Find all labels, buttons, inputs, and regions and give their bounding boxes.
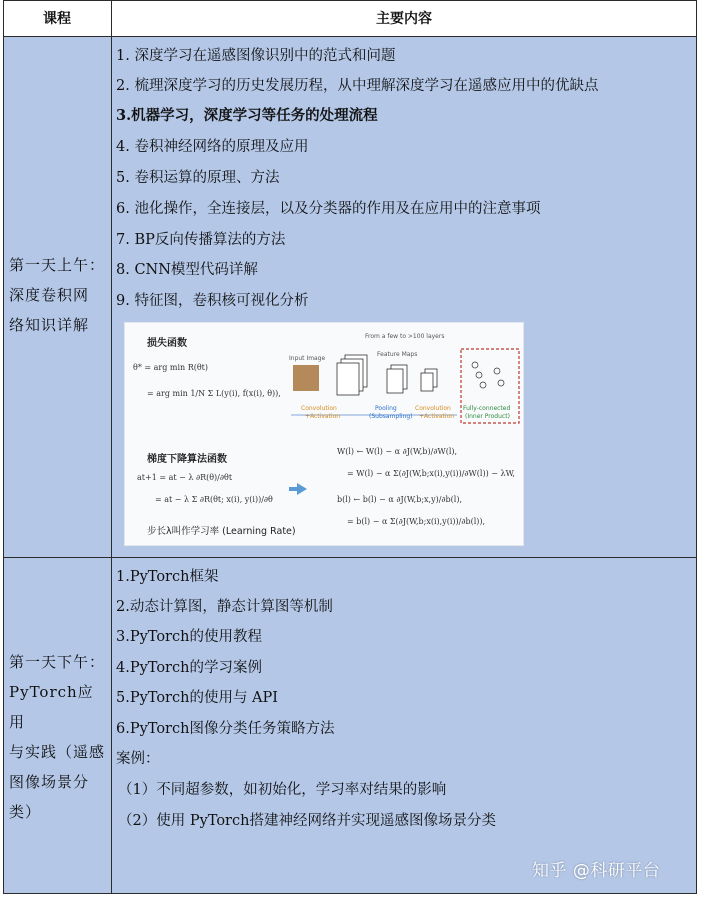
grid-line	[3, 557, 697, 558]
fc-node	[498, 380, 504, 386]
update-formula: W(l) ← W(l) − α ∂J(W,b)/∂W(l),	[337, 447, 458, 456]
list-item: 9. 特征图，卷积核可视化分析	[116, 293, 309, 309]
fc-node	[472, 362, 478, 368]
layer-sublabel: (Inner Product)	[465, 413, 510, 420]
row2-course-line: 第一天下午：	[9, 653, 106, 671]
list-item: 6. 池化操作，全连接层，以及分类器的作用及在应用中的注意事项	[116, 201, 541, 217]
gd-formula: = at − λ Σ ∂R(θt; x(i), y(i))/∂θ	[155, 495, 273, 504]
list-item: 1.PyTorch框架	[116, 569, 219, 585]
layer-label: Convolution	[301, 405, 337, 412]
layer-label: Pooling	[375, 405, 397, 412]
list-item: 3.PyTorch的使用教程	[116, 629, 262, 645]
list-item: 8. CNN模型代码详解	[116, 262, 258, 278]
row1-course-cell	[3, 36, 111, 557]
header-content	[111, 0, 697, 36]
row2-course-line: 图像场景分	[9, 773, 90, 791]
fc-node	[494, 368, 500, 374]
list-item: 5.PyTorch的使用与 API	[116, 690, 279, 706]
list-item: 6.PyTorch图像分类任务策略方法	[116, 721, 335, 737]
arrow-icon-shaft	[289, 487, 298, 491]
feature-map	[337, 363, 359, 395]
gd-title: 梯度下降算法函数	[147, 454, 227, 465]
list-item: 4. 卷积神经网络的原理及应用	[116, 139, 309, 155]
list-item: （2）使用 PyTorch搭建神经网络并实现遥感图像场景分类	[118, 813, 496, 829]
loss-formula: θ* = arg min R(θt)	[133, 363, 208, 372]
list-item: 案例：	[116, 751, 160, 767]
fc-node	[476, 372, 482, 378]
fc-node	[480, 382, 486, 388]
row1-course-line: 络知识详解	[9, 316, 90, 334]
update-formula: = W(l) − α Σ(∂J(W,b;x(i),y(i))/∂W(l)) − λW,	[347, 469, 515, 478]
grid-line	[111, 0, 112, 894]
cnn-diagram	[285, 331, 535, 441]
update-formula: b(l) ← b(l) − α ∂J(W,b;x,y)/∂b(l),	[337, 495, 463, 504]
grid-line	[3, 893, 697, 894]
step-note: 步长λ叫作学习率 (Learning Rate)	[147, 526, 296, 537]
cnn-figure	[124, 322, 524, 546]
feature-map	[387, 369, 403, 393]
layer-sublabel: +Activation	[419, 413, 455, 420]
row2-course-cell	[3, 557, 111, 894]
grid-line	[696, 0, 697, 894]
list-item: 7. BP反向传播算法的方法	[116, 232, 286, 248]
row1-course-text	[3, 250, 111, 340]
header-course	[3, 0, 111, 36]
loss-title: 损失函数	[147, 338, 187, 349]
gd-formula: at+1 = at − λ ∂R(θ)/∂θt	[137, 473, 233, 482]
list-item: 1. 深度学习在遥感图像识别中的范式和问题	[116, 48, 396, 64]
layers-note: From a few to >100 layers	[365, 333, 445, 340]
layer-label: Convolution	[415, 405, 451, 412]
row2-course-text	[3, 647, 111, 827]
row1-course-line: 深度卷积网	[9, 286, 90, 304]
layer-label: Fully-connected	[463, 405, 511, 412]
grid-line	[3, 36, 697, 37]
list-item: 5. 卷积运算的原理、方法	[116, 170, 280, 186]
input-label: Input Image	[289, 355, 326, 362]
feature-maps-label: Feature Maps	[377, 351, 418, 358]
input-image-thumb	[293, 365, 319, 391]
list-item: 2. 梳理深度学习的历史发展历程，从中理解深度学习在遥感应用中的优缺点	[116, 78, 599, 94]
list-item: （1）不同超参数，如初始化，学习率对结果的影响	[118, 782, 447, 798]
row2-course-line: PyTorch应用	[9, 683, 94, 731]
header-course-label: 课程	[43, 11, 71, 27]
list-item: 4.PyTorch的学习案例	[116, 660, 262, 676]
grid-line	[3, 0, 697, 1]
row2-course-line: 与实践（遥感	[9, 743, 106, 761]
loss-formula: = arg min 1/N Σ L(y(i), f(x(i), θ)),	[147, 389, 281, 398]
list-item: 3.机器学习，深度学习等任务的处理流程	[116, 107, 378, 124]
list-item: 2.动态计算图，静态计算图等机制	[116, 599, 333, 615]
grid-line	[3, 0, 4, 894]
arrow-icon	[297, 483, 307, 495]
header-content-label: 主要内容	[376, 11, 432, 27]
feature-map	[421, 373, 433, 391]
layer-sublabel: +Activation	[305, 413, 341, 420]
watermark: 知乎 @科研平台	[532, 861, 661, 881]
row2-course-line: 类）	[9, 803, 42, 821]
row1-course-line: 第一天上午：	[9, 256, 106, 274]
update-formula: = b(l) − α Σ(∂J(W,b;x(i),y(i))/∂b(l)),	[347, 517, 486, 526]
layer-sublabel: (Subsampling)	[369, 413, 413, 420]
